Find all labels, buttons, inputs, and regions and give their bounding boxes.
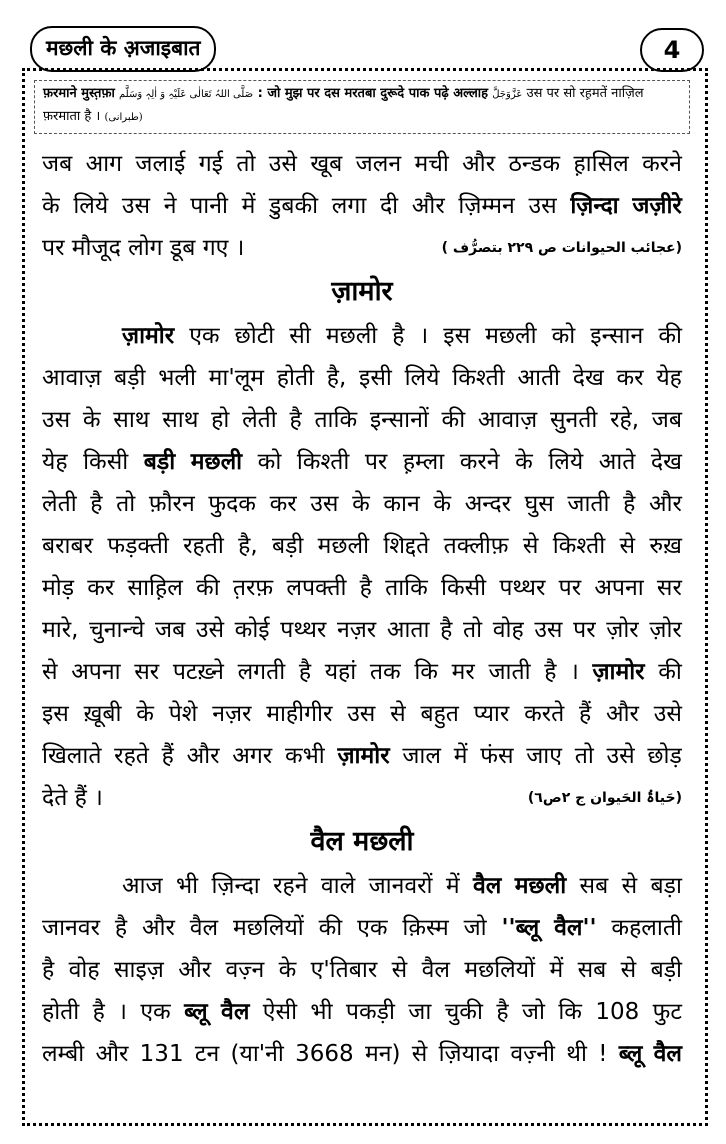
text-line <box>42 865 682 907</box>
word: सर <box>134 659 160 685</box>
word: लेती <box>42 491 77 517</box>
word: बड़ी <box>114 365 146 391</box>
text-line <box>42 949 682 991</box>
word: पानी <box>190 193 228 219</box>
word: लगा <box>331 193 367 219</box>
bold-word: ज़ामोर <box>122 323 175 349</box>
word: मा'लूम <box>208 365 265 391</box>
text-line <box>42 1033 682 1075</box>
word: 108 <box>595 999 640 1025</box>
word: ! <box>598 1041 608 1067</box>
word: माहीगीर <box>266 701 333 727</box>
word: गई <box>198 151 223 177</box>
word: जलाई <box>135 151 186 177</box>
word: के <box>352 491 370 517</box>
word: कहलाती <box>611 915 682 941</box>
word: मारे, <box>42 617 79 643</box>
word: नज़र <box>336 617 377 643</box>
word: मछली <box>317 533 370 559</box>
word: लिये <box>404 365 440 391</box>
word: ह़ासिल <box>573 151 629 177</box>
word: ख़ूबी <box>83 701 122 727</box>
word: किश्ती <box>552 533 606 559</box>
text-line <box>42 185 682 227</box>
word: फुट <box>652 999 682 1025</box>
page-body <box>42 143 682 1075</box>
word: करने <box>642 151 682 177</box>
word: भी <box>175 873 199 899</box>
word: येह <box>656 365 682 391</box>
word: गए <box>202 235 229 261</box>
word: कि <box>414 659 438 685</box>
word: उसे <box>653 701 682 727</box>
word: क़िस्म <box>402 915 449 941</box>
word: से <box>390 701 406 727</box>
word: की <box>658 659 682 685</box>
word: भी <box>310 999 333 1025</box>
notice-allah: अल्लाह <box>453 86 489 101</box>
word: में <box>241 193 256 219</box>
word: चुनान्चे <box>89 617 145 643</box>
word: यहां <box>324 659 357 685</box>
word: लम्बी <box>42 1041 85 1067</box>
bold-word: वैल <box>653 1041 682 1067</box>
word: है <box>544 659 557 685</box>
word: तो <box>574 743 594 769</box>
text-line <box>42 315 682 357</box>
hadith-notice-box <box>34 80 690 134</box>
word: जो <box>521 999 545 1025</box>
word: इस <box>42 701 69 727</box>
word: उस <box>534 617 563 643</box>
word: है <box>92 999 105 1025</box>
word: 131 <box>139 1041 184 1067</box>
word: वज़्नी <box>510 1041 556 1067</box>
bold-word: ज़िन्दा <box>570 193 619 219</box>
word: जो <box>463 915 487 941</box>
word: है, <box>238 533 258 559</box>
text-line <box>42 567 682 609</box>
word: छोटी <box>234 323 275 349</box>
word: कर <box>616 365 644 391</box>
word: लिये <box>548 449 584 475</box>
word: कर <box>269 491 297 517</box>
word: लगती <box>237 659 286 685</box>
word: करने <box>459 449 500 475</box>
word: रहते <box>114 743 149 769</box>
word: के <box>42 193 60 219</box>
word: है <box>298 659 312 685</box>
word: होती <box>276 365 315 391</box>
word: प्यार <box>473 701 510 727</box>
word: शिद्दते <box>383 533 430 559</box>
word: साइज़ <box>113 957 164 983</box>
azza-arabic: عَزَّوَجَلَّ <box>492 89 523 100</box>
word: है <box>42 957 55 983</box>
word: ज़ोर <box>649 617 682 643</box>
word: किसी <box>441 575 487 601</box>
bold-word: ब्लू <box>184 999 208 1025</box>
word: कभी <box>284 743 325 769</box>
word: पथ्थर <box>280 617 327 643</box>
text-line <box>42 693 682 735</box>
word: हैं <box>74 785 87 811</box>
word: पटख़्ने <box>172 659 224 685</box>
word: 3668 <box>295 1041 354 1067</box>
word: आती <box>517 365 561 391</box>
word: लोग <box>128 235 163 261</box>
word: बड़ी <box>271 533 304 559</box>
word: उस <box>310 491 339 517</box>
text-line <box>42 907 682 949</box>
word: टन <box>194 1041 220 1067</box>
word: ए'तिबार <box>310 957 378 983</box>
word: ज़िन्दा <box>211 873 260 899</box>
word: साह़िल <box>127 575 183 601</box>
word: के <box>515 449 533 475</box>
word: है <box>359 575 372 601</box>
word: उस <box>42 407 71 433</box>
text-line <box>42 441 682 483</box>
word: रुख़ <box>649 533 682 559</box>
word: होती <box>42 999 80 1025</box>
word: है <box>114 915 128 941</box>
word: है <box>440 617 453 643</box>
word: मौजूद <box>71 235 121 261</box>
word: एक <box>357 915 388 941</box>
word: (या'नी <box>230 1041 284 1067</box>
word: फंस <box>480 743 514 769</box>
word: जानवरों <box>368 873 433 899</box>
word: जलन <box>355 151 402 177</box>
word: लपक्ती <box>286 575 347 601</box>
word: है <box>392 323 405 349</box>
word: वोह <box>492 617 524 643</box>
bold-word: ज़ामोर <box>337 743 390 769</box>
word: की <box>196 575 220 601</box>
word: एक <box>140 999 171 1025</box>
word: जानवर <box>42 915 100 941</box>
word: मन) <box>364 1041 401 1067</box>
word: अगर <box>232 743 273 769</box>
word: है <box>496 999 509 1025</box>
word: आग <box>85 151 123 177</box>
notice-text-1: : जो मुझ पर दस मरतबा दुरूदे पाक पढ़े <box>253 86 454 101</box>
word: पकड़ी <box>345 999 395 1025</box>
section-heading: वैल मछली <box>310 826 414 857</box>
word: कर <box>87 575 115 601</box>
word: खूब <box>310 151 343 177</box>
salutation-arabic: صَلَّی اللہُ تَعَالٰی عَلَیْہِ وَ اٰلِہٖ وَسَلَّم <box>119 89 254 100</box>
word: घुस <box>524 491 554 517</box>
notice-prefix: फ़रमाने मुस्त़फ़ा <box>43 86 115 101</box>
word: खिलाते <box>42 743 102 769</box>
word: जाए <box>526 743 562 769</box>
word: तक्लीफ़ <box>443 533 509 559</box>
word: हैं <box>161 743 174 769</box>
word: पर <box>364 449 388 475</box>
word: करते <box>524 701 565 727</box>
word: में <box>445 873 460 899</box>
word: डूब <box>169 235 196 261</box>
word: हैं <box>579 701 592 727</box>
bold-word: मछली <box>514 873 567 899</box>
word: से <box>620 957 637 983</box>
notice-source: (طبرانی) <box>104 112 143 123</box>
bold-word: वैल <box>473 873 502 899</box>
word: में <box>453 743 468 769</box>
word: मर <box>451 659 475 685</box>
word: किश्ती <box>296 449 350 475</box>
notice-text-2: उस पर सो रह़मतें नाज़िल फ़रमाता है । <box>43 86 644 124</box>
word: तक <box>369 659 401 685</box>
word: से <box>411 1041 428 1067</box>
word: और <box>462 151 496 177</box>
word: वैल <box>421 957 450 983</box>
text-line <box>42 525 682 567</box>
word: ऐसी <box>262 999 298 1025</box>
word: से <box>619 533 636 559</box>
word: बड़ी <box>650 957 682 983</box>
word: जब <box>651 407 682 433</box>
word: के <box>433 491 452 517</box>
word: जाती <box>567 491 610 517</box>
word: देख <box>572 365 604 391</box>
word: पर <box>42 235 65 261</box>
word: अपना <box>594 575 644 601</box>
bold-word: जज़ीरे <box>632 193 682 219</box>
word: अन्दर <box>464 491 511 517</box>
word: देते <box>42 785 68 811</box>
word: देख <box>650 449 682 475</box>
word: मछली <box>485 323 537 349</box>
word: ताकि <box>385 575 428 601</box>
word: मछलियों <box>233 915 304 941</box>
word: आवाज़ <box>42 365 102 391</box>
word: छोड़ <box>647 743 682 769</box>
bold-word: मछली <box>190 449 243 475</box>
word: के <box>136 701 154 727</box>
word: मछली <box>325 323 378 349</box>
word: जब <box>155 617 186 643</box>
word: और <box>606 701 639 727</box>
word: दी <box>379 193 399 219</box>
word: पथ्थर <box>499 575 546 601</box>
word: इन्सान <box>590 323 644 349</box>
word: नज़र <box>212 701 252 727</box>
word: । <box>94 785 103 811</box>
word: ताकि <box>314 407 358 433</box>
word: एक <box>189 323 220 349</box>
word: इन्सानों <box>369 407 429 433</box>
word: वोह <box>68 957 100 983</box>
word: जब <box>42 151 73 177</box>
word: ज़ोर <box>606 617 639 643</box>
word: ज़ियादा <box>438 1041 500 1067</box>
word: बहुत <box>420 701 459 727</box>
word: जा <box>408 999 432 1025</box>
text-line <box>42 143 682 185</box>
word: वाले <box>320 873 356 899</box>
word: इसी <box>359 365 392 391</box>
word: रहती <box>183 533 224 559</box>
word: उस <box>347 701 376 727</box>
word: रहे, <box>610 407 640 433</box>
word: । <box>235 235 245 261</box>
source-reference: (عجائب الحیوانات ص ۲۲۹ بتصرُّف ) <box>441 240 682 256</box>
word: बड़ा <box>650 873 682 899</box>
word: सब <box>577 957 607 983</box>
bold-word: बड़ी <box>143 449 176 475</box>
page-number: 4 <box>640 28 704 72</box>
word: त़रफ़ <box>232 575 274 601</box>
text-line <box>42 991 682 1033</box>
word: तो <box>236 151 256 177</box>
word: के <box>82 407 101 433</box>
word: फड़क्ती <box>107 533 169 559</box>
word: आते <box>598 449 636 475</box>
word: तो <box>116 491 136 517</box>
word: उसे <box>268 151 297 177</box>
word: में <box>549 957 564 983</box>
word: रहने <box>273 873 308 899</box>
word: थी <box>566 1041 587 1067</box>
word: से <box>621 873 638 899</box>
word: पर <box>573 617 596 643</box>
word: और <box>178 957 212 983</box>
text-line <box>42 609 682 651</box>
bold-word: वैल <box>221 999 250 1025</box>
word: । <box>419 323 429 349</box>
word: उसे <box>606 743 635 769</box>
word: लेती <box>242 407 277 433</box>
word: और <box>411 193 445 219</box>
word: के <box>278 957 297 983</box>
word: उस <box>121 193 151 219</box>
word: । <box>118 999 127 1025</box>
word: है <box>623 491 636 517</box>
text-line <box>42 735 682 777</box>
word: पेशे <box>168 701 198 727</box>
word: ह़म्ला <box>402 449 445 475</box>
word: मोड़ <box>42 575 75 601</box>
word: फ़ौरन <box>148 491 195 517</box>
bold-word: ''ब्लू <box>501 915 540 941</box>
text-line <box>42 651 682 693</box>
word: कि <box>558 999 582 1025</box>
word: और <box>186 743 220 769</box>
word: और <box>141 915 175 941</box>
bold-word: ब्लू <box>618 1041 643 1067</box>
word: और <box>95 1041 129 1067</box>
word: पर <box>558 575 582 601</box>
source-reference: (حَیاۃُ الحَیوان ج ۲ص٦) <box>527 790 682 806</box>
word: वज़्न <box>225 957 265 983</box>
word: । <box>570 659 579 685</box>
word: सर <box>656 575 682 601</box>
word: की <box>318 915 343 941</box>
word: किश्ती <box>452 365 505 391</box>
word: ज़िम्मन <box>458 193 515 219</box>
word: से <box>391 957 408 983</box>
word: चुकी <box>444 999 483 1025</box>
word: आता <box>386 617 430 643</box>
word: है, <box>326 365 347 391</box>
word: और <box>648 491 682 517</box>
word: कान <box>383 491 420 517</box>
word: की <box>658 323 682 349</box>
word: अपना <box>71 659 121 685</box>
text-line <box>42 227 682 269</box>
word: से <box>522 533 539 559</box>
word: वैल <box>189 915 219 941</box>
word: भली <box>158 365 196 391</box>
word: ठन्डक <box>508 151 561 177</box>
word: बराबर <box>42 533 94 559</box>
word: उसे <box>195 617 225 643</box>
section-heading: ज़ामोर <box>331 276 393 307</box>
word: को <box>551 323 576 349</box>
word: मछलियों <box>464 957 536 983</box>
text-line <box>42 483 682 525</box>
word: की <box>441 407 466 433</box>
word: डुबकी <box>269 193 319 219</box>
word: है <box>90 491 103 517</box>
word: सुनती <box>549 407 598 433</box>
word: फुदक <box>208 491 256 517</box>
word: से <box>42 659 58 685</box>
word: इस <box>443 323 471 349</box>
word: आज <box>122 873 163 899</box>
word: येह <box>42 449 68 475</box>
book-title: मछली के अ़जाइबात <box>30 26 216 72</box>
word: साथ <box>162 407 199 433</box>
word: है <box>289 407 302 433</box>
word: मची <box>414 151 449 177</box>
word: आवाज़ <box>477 407 538 433</box>
word: को <box>257 449 282 475</box>
text-line <box>42 399 682 441</box>
word: हो <box>211 407 230 433</box>
word: तो <box>462 617 483 643</box>
word: सब <box>579 873 609 899</box>
word: उस <box>528 193 557 219</box>
text-line <box>42 357 682 399</box>
word: लिये <box>73 193 109 219</box>
bold-word: ज़ामोर <box>592 659 645 685</box>
word: जाती <box>488 659 531 685</box>
text-line <box>42 777 682 819</box>
word: ने <box>163 193 177 219</box>
word: सी <box>289 323 311 349</box>
bold-word: वैल'' <box>554 915 597 941</box>
word: कोई <box>234 617 270 643</box>
word: जाल <box>402 743 441 769</box>
word: किसी <box>83 449 129 475</box>
word: साथ <box>113 407 150 433</box>
